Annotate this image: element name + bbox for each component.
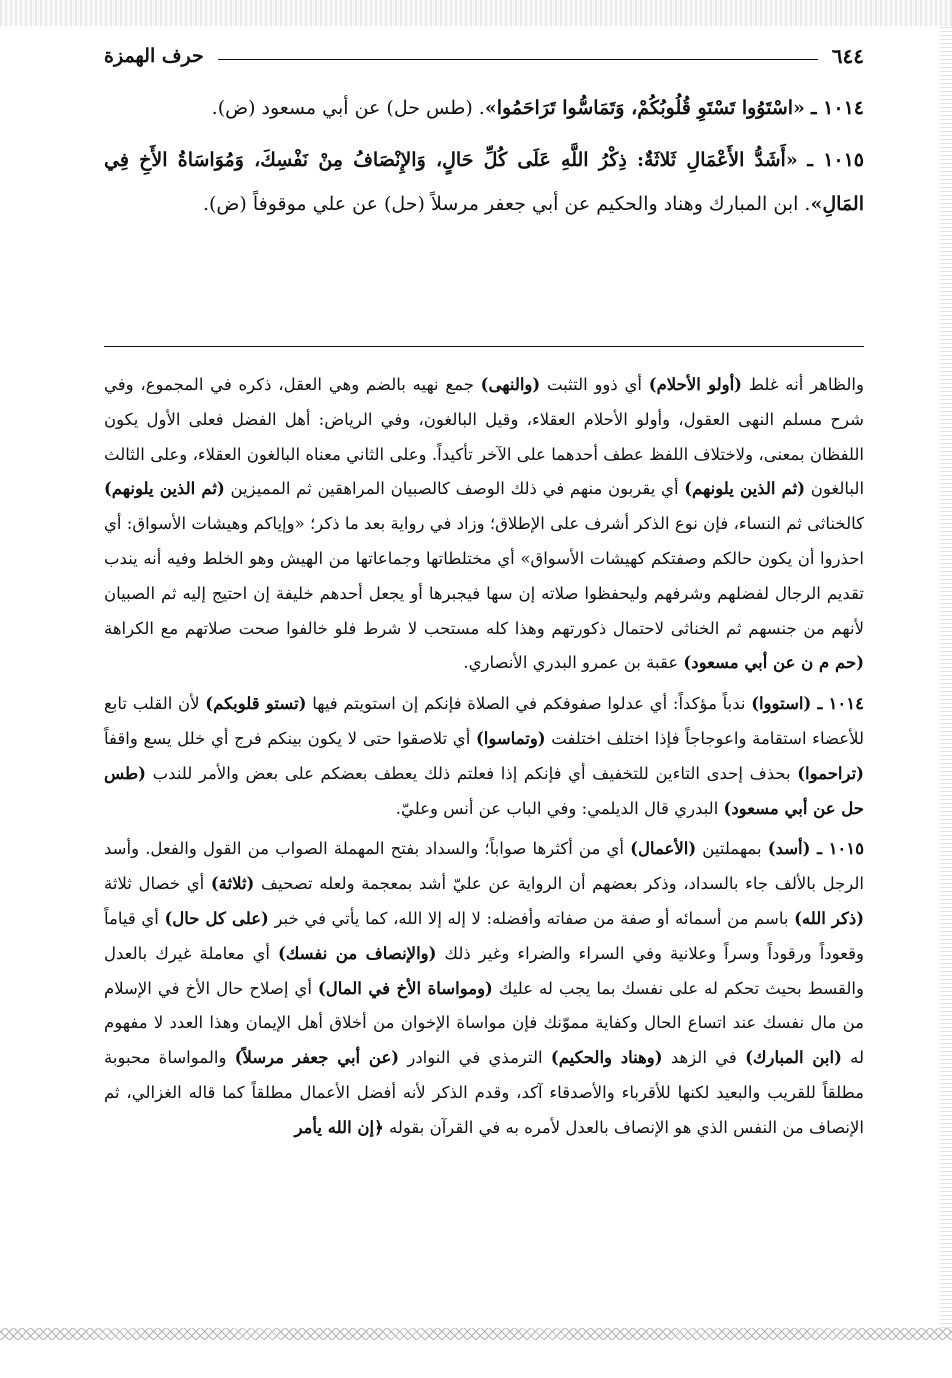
commentary-keyword: (ثلاثة) (210, 874, 255, 894)
commentary-keyword: (ذكر الله) (794, 908, 865, 928)
commentary-text: والمواساة محبوبة مطلقاً للقريب والبعيد لكنها للأقرباء والأصدقاء آكد، وقدم الذكر لأنه أفضل الأعمال مطلقاً كما قاله الغزالي، ثم الإنصاف من النفس الذي هو الإنصاف بالعدل لأمره به في القرآن بقوله (104, 1048, 864, 1137)
commentary-keyword: (وهناد والحكيم) (550, 1048, 663, 1068)
commentary-number: ١٠١٥ ـ (810, 839, 865, 859)
commentary-keyword: (والإنصاف من نفسك) (277, 943, 437, 963)
commentary-text: البدري قال الديلمي: وفي الباب عن أنس وعليّ. (395, 798, 724, 818)
commentary-keyword: (تستو قلوبكم) (205, 694, 307, 714)
commentary-keyword: (والنهى) (480, 375, 541, 394)
page-number: ٦٤٤ (831, 44, 864, 68)
commentary-text: أي يقربون منهم في ذلك الوصف كالصبيان المراهقين ثم المميزين (224, 479, 685, 499)
commentary-text: أي خصال ثلاثة (104, 874, 211, 894)
hadith-text: «أَشَدُّ الأَعْمَالِ ثَلاثَةٌ: ذِكْرُ اللَّهِ عَلَى كُلِّ حَالٍ، وَالإِنْصَافُ مِنْ نَفْسِكَ، وَمُوَاسَاةُ الأَخِ فِي المَالِ» (104, 149, 864, 215)
entry-number: ١٠١٥ ـ (807, 149, 865, 171)
commentary-text: باسم من أسمائه أو صفة من صفاته وأفضله: لا إله إلا الله، كما يأتي في خبر (268, 908, 795, 928)
page-header (104, 40, 864, 72)
commentary-text: بمهملتين (696, 839, 768, 859)
commentary-text: والظاهر أنه غلط (742, 375, 864, 394)
page-top-texture (0, 0, 952, 26)
commentary-paragraph (104, 368, 864, 681)
commentary-keyword: (ابن المبارك) (745, 1048, 842, 1068)
commentary-keyword: (عن أبي جعفر مرسلاً) (234, 1048, 400, 1068)
page-right-edge (940, 26, 952, 1328)
commentary-text: أي معاملة غيرك بالعدل والقسط بحيث تحكم له على نفسك بما يجب له عليك (104, 943, 864, 998)
commentary-text: في الزهد (662, 1048, 746, 1068)
commentary-text: عقبة بن عمرو البدري الأنصاري. (463, 653, 684, 673)
hadith-entry-1015 (104, 138, 864, 226)
commentary-text: أي من أكثرها صواباً؛ والسداد بفتح المهملة الصواب من القول والفعل. وأسد الرجل بالألف جاء بالسداد، وذكر بعضهم أن الرواية عن عليّ أشد بمعجمة ولعله تصحيف (104, 839, 864, 894)
commentary-keyword: (أولو الأحلام) (648, 375, 742, 394)
commentary-text: جمع نهيه بالضم وهي العقل، ذكره في المجموع، وفي شرح مسلم النهى العقول، وأولو الأحلام العقلاء، وقيل البالغون، وفي الرياض: أهل الفضل فعلى الأول يكون اللفظان بمعنى، ولاختلاف اللفظ عطف أحدهما على الآخر تأكيداً. وعلى الثاني معناه البالغون العقلاء، وعلى الثالث البالغون (104, 375, 865, 499)
commentary-keyword: (حم م ن عن أبي مسعود) (683, 653, 864, 673)
commentary-keyword: (وتماسوا) (475, 728, 546, 748)
commentary-text: كالخناثى ثم النساء، فإن نوع الذكر أشرف على الإطلاق؛ وزاد في رواية بعد ما ذكر؛ «وإياكم وهيشات الأسواق: أي احذروا أن يكون حالكم وصفتكم كهيشات الأسواق» أي مختلطاتها وجماعاتها من الهيش وهو الخلط وفيه أنه يندب تقديم الرجال لفضلهم وشرفهم وليحفظوا صلاته إن سها فيجبرها أو يجعل أحدهم خليفة إن احتيج إليه ثم الصبيان لأنهم من جنسهم ثم الخناثى لاحتمال ذكورتهم وهذا كله مستحب لا شرط فلو خالفوا صحت صلاتهم مع الكراهة (104, 514, 864, 638)
hadith-entries (104, 86, 864, 234)
entry-number: ١٠١٤ ـ (810, 97, 864, 119)
commentary-text: أي إصلاح حال الأخ في الإسلام من مال نفسك عند اتساع الحال وكفاية مموّنك فإن مواساة الإخوان من أخلاق أهل الإيمان وهذا العدد لا مفهوم له (104, 978, 865, 1068)
header-rule (218, 59, 818, 60)
chapter-title: حرف الهمزة (104, 45, 204, 67)
hadith-source: . (طس حل) عن أبي مسعود (ض). (211, 97, 485, 119)
commentary-keyword: (ثم الذين يلونهم) (684, 479, 806, 499)
commentary-keyword: (على كل حال) (164, 908, 269, 928)
commentary-keyword: ﴿إن الله يأمر (294, 1117, 384, 1137)
commentary-keyword: (استووا) (751, 694, 812, 714)
commentary-number: ١٠١٤ ـ (811, 694, 864, 714)
commentary-keyword: (طس حل عن أبي مسعود) (104, 763, 864, 818)
commentary-text: ندباً مؤكداً: أي عدلوا صفوفكم في الصلاة فإنكم إن استويتم فيها (306, 694, 752, 714)
commentary-text: بحذف إحدى التاءين للتخفيف أي فإنكم إذا فعلتم ذلك يعطف بعضكم على بعض والأمر للندب (145, 763, 798, 783)
hadith-source: . ابن المبارك وهناد والحكيم عن أبي جعفر مرسلاً (حل) عن علي موقوفاً (ض). (202, 193, 811, 215)
hadith-text: «اسْتَوُوا تَسْتَوِ قُلُوبُكُمْ، وَتَمَاسُّوا تَرَاحَمُوا» (484, 97, 805, 119)
commentary-text: الترمذي في النوادر (399, 1048, 551, 1068)
commentary-keyword: (أسد) (767, 839, 811, 859)
commentary-keyword: (الأعمال) (630, 839, 697, 859)
commentary-keyword: (تراحموا) (797, 763, 864, 783)
page-bottom-border (0, 1328, 952, 1340)
commentary-section (104, 368, 864, 1152)
commentary-text: أي تلاصقوا حتى لا يكون بينكم فرج أي خلل يسع واقفاً (104, 728, 476, 748)
commentary-text: أي قياماً وقعوداً ورقوداً وسراً وعلانية وفي السراء والضراء وغير ذلك (104, 908, 864, 963)
commentary-keyword: (ثم الذين يلونهم) (104, 479, 225, 499)
commentary-keyword: (ومواساة الأخ في المال) (317, 978, 493, 998)
hadith-entry-1014 (104, 86, 864, 130)
commentary-paragraph (104, 687, 864, 826)
commentary-paragraph (104, 832, 864, 1145)
commentary-text: أي ذوو التثبت (540, 375, 649, 394)
footnote-divider (104, 346, 864, 347)
commentary-text: لأن القلب تابع للأعضاء استقامة واعوجاجاً فإذا اختلف اختلفت (104, 694, 864, 748)
